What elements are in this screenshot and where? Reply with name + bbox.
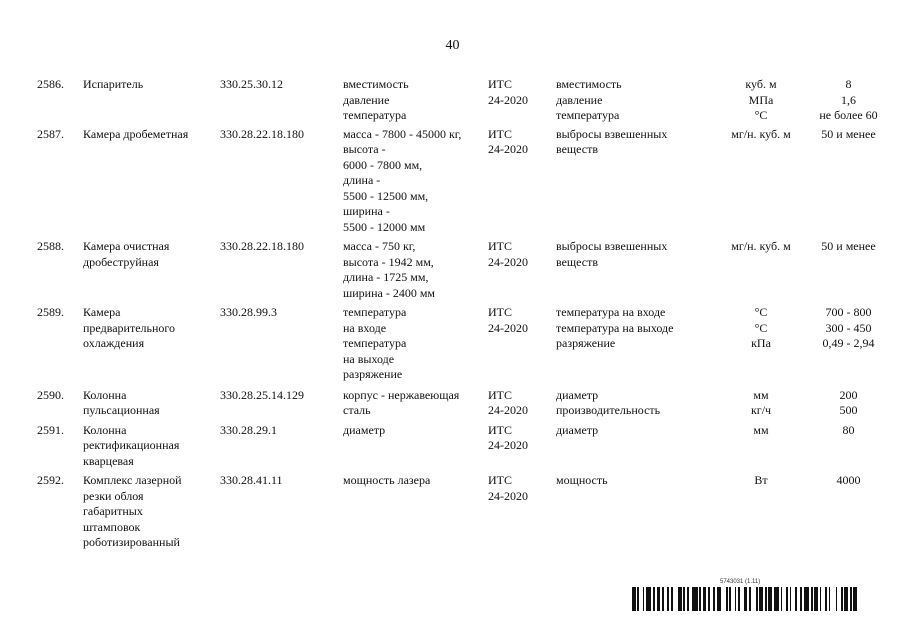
equipment-parameters-line: температура xyxy=(343,108,407,122)
equipment-name xyxy=(83,239,220,301)
equipment-name xyxy=(83,388,220,419)
indicator-units-line: мм xyxy=(753,387,769,402)
indicator-names-line: температура на входе xyxy=(556,305,666,319)
equipment-parameters-line: масса - 7800 - 45000 кг, xyxy=(343,126,462,141)
equipment-name-line: пульсационная xyxy=(83,403,160,417)
its-reference xyxy=(488,305,556,383)
indicator-values-line: 4000 xyxy=(836,473,861,487)
its-reference-line: ИТС xyxy=(488,239,512,253)
indicator-names-line: выбросы взвешенных xyxy=(556,126,668,141)
equipment-parameters-line: длина - xyxy=(343,173,381,187)
indicator-units-line: кПа xyxy=(751,336,771,350)
equipment-name-line: Камера xyxy=(83,305,121,319)
equipment-name-line: роботизированный xyxy=(83,535,180,549)
indicator-names-line: мощность xyxy=(556,473,608,487)
indicator-values xyxy=(811,77,886,124)
equipment-name xyxy=(83,305,220,383)
indicator-units xyxy=(711,305,811,383)
indicator-names-line: веществ xyxy=(556,254,599,269)
equipment-parameters-line: диаметр xyxy=(343,422,386,437)
indicator-names-line: разряжение xyxy=(556,336,616,350)
equipment-parameters-line: 6000 - 7800 мм, xyxy=(343,157,423,172)
equipment-parameters-line: 5500 - 12000 мм xyxy=(343,219,426,234)
equipment-parameters-line: корпус - нержавеющая xyxy=(343,387,460,402)
indicator-units-line: мм xyxy=(753,422,769,437)
equipment-table xyxy=(0,77,905,551)
equipment-parameters-line: мощность лазера xyxy=(343,473,431,487)
indicator-values-line: 500 xyxy=(839,403,858,417)
equipment-name-line: Комплекс лазерной xyxy=(83,473,182,487)
equipment-name-line: Колонна xyxy=(83,422,127,437)
indicator-values-line: 80 xyxy=(842,422,855,437)
indicator-values-line: 700 - 800 xyxy=(825,305,872,319)
indicator-names-line: вместимость xyxy=(556,77,622,91)
equipment-name-line: штамповок xyxy=(83,519,141,534)
equipment-parameters-line: сталь xyxy=(343,403,371,417)
indicator-values xyxy=(811,305,886,383)
row-number: 2589. xyxy=(37,305,64,319)
indicator-names xyxy=(556,305,711,383)
document-code: 5743031 (1.11) xyxy=(720,579,761,585)
equipment-code: 330.28.25.14.129 xyxy=(220,387,304,402)
its-reference xyxy=(488,473,556,551)
its-reference xyxy=(488,239,556,301)
table-row xyxy=(0,388,905,419)
its-reference-line: 24-2020 xyxy=(488,403,528,417)
its-reference-line: 24-2020 xyxy=(488,488,528,503)
equipment-code: 330.28.22.18.180 xyxy=(220,126,304,141)
equipment-parameters xyxy=(343,127,488,236)
row-number: 2587. xyxy=(37,126,64,141)
indicator-values-line: не более 60 xyxy=(819,108,878,122)
equipment-parameters xyxy=(343,239,488,301)
indicator-units-line: мг/н. куб. м xyxy=(731,239,791,253)
indicator-names-line: температура на выходе xyxy=(556,320,674,335)
indicator-names xyxy=(556,239,711,301)
equipment-code: 330.28.22.18.180 xyxy=(220,239,304,253)
indicator-names xyxy=(556,388,711,419)
its-reference-line: 24-2020 xyxy=(488,92,528,107)
equipment-parameters-line: масса - 750 кг, xyxy=(343,239,416,253)
indicator-values-line: 50 и менее xyxy=(821,239,876,253)
equipment-code: 330.28.99.3 xyxy=(220,305,277,319)
table-row xyxy=(0,239,905,301)
equipment-parameters-line: давление xyxy=(343,92,390,107)
its-reference-line: 24-2020 xyxy=(488,254,528,269)
equipment-name-line: дробеструйная xyxy=(83,254,159,269)
indicator-units-line: куб. м xyxy=(745,77,777,91)
equipment-parameters-line: на выходе xyxy=(343,351,395,366)
indicator-values xyxy=(811,473,886,551)
indicator-values xyxy=(811,239,886,301)
table-row xyxy=(0,473,905,551)
row-number: 2591. xyxy=(37,422,64,437)
indicator-units-line: °С xyxy=(754,305,768,319)
equipment-parameters xyxy=(343,423,488,470)
indicator-values xyxy=(811,388,886,419)
equipment-name-line: Камера очистная xyxy=(83,239,170,253)
indicator-names-line: температура xyxy=(556,108,620,122)
equipment-parameters-line: высота - 1942 мм, xyxy=(343,254,434,269)
equipment-name xyxy=(83,473,220,551)
indicator-values xyxy=(811,423,886,470)
equipment-code: 330.25.30.12 xyxy=(220,77,283,91)
its-reference-line: ИТС xyxy=(488,305,512,319)
equipment-name-line: габаритных xyxy=(83,504,143,518)
indicator-values-line: 200 xyxy=(839,387,858,402)
indicator-names-line: диаметр xyxy=(556,422,599,437)
indicator-units xyxy=(711,239,811,301)
indicator-units xyxy=(711,127,811,236)
table-row xyxy=(0,305,905,383)
indicator-names xyxy=(556,473,711,551)
indicator-units xyxy=(711,388,811,419)
indicator-names-line: давление xyxy=(556,92,603,107)
its-reference-line: ИТС xyxy=(488,77,512,91)
equipment-parameters-line: ширина - 2400 мм xyxy=(343,285,436,300)
indicator-names xyxy=(556,77,711,124)
its-reference xyxy=(488,388,556,419)
equipment-parameters-line: температура xyxy=(343,305,407,319)
equipment-name-line: Колонна xyxy=(83,387,127,402)
equipment-name-line: охлаждения xyxy=(83,336,145,350)
indicator-values-line: 300 - 450 xyxy=(825,320,872,335)
indicator-names-line: выбросы взвешенных xyxy=(556,239,668,253)
equipment-name xyxy=(83,423,220,470)
indicator-values-line: 8 xyxy=(845,77,852,91)
equipment-name-line: предварительного xyxy=(83,320,176,335)
its-reference-line: ИТС xyxy=(488,387,512,402)
its-reference xyxy=(488,127,556,236)
its-reference xyxy=(488,77,556,124)
indicator-names xyxy=(556,423,711,470)
indicator-units-line: кг/ч xyxy=(750,403,772,417)
equipment-name xyxy=(83,77,220,124)
indicator-values-line: 1,6 xyxy=(841,92,856,107)
row-number: 2592. xyxy=(37,473,64,487)
equipment-name-line: резки облоя xyxy=(83,488,144,503)
equipment-parameters xyxy=(343,473,488,551)
its-reference-line: 24-2020 xyxy=(488,320,528,335)
equipment-name-line: ректификационная xyxy=(83,438,180,452)
equipment-parameters xyxy=(343,305,488,383)
equipment-name-line: Испаритель xyxy=(83,77,144,91)
table-row xyxy=(0,77,905,124)
barcode xyxy=(632,587,860,611)
row-number: 2590. xyxy=(37,387,64,402)
equipment-parameters xyxy=(343,77,488,124)
equipment-parameters-line: температура xyxy=(343,336,407,350)
indicator-values-line: 0,49 - 2,94 xyxy=(822,336,875,350)
row-number: 2588. xyxy=(37,239,64,253)
indicator-units-line: °С xyxy=(754,108,768,122)
table-row xyxy=(0,423,905,470)
its-reference xyxy=(488,423,556,470)
equipment-parameters xyxy=(343,388,488,419)
indicator-units-line: Вт xyxy=(754,473,768,487)
indicator-values-line: 50 и менее xyxy=(821,126,876,141)
equipment-parameters-line: 5500 - 12500 мм, xyxy=(343,188,429,203)
equipment-name-line: Камера дробеметная xyxy=(83,126,189,141)
row-number: 2586. xyxy=(37,77,64,91)
indicator-units xyxy=(711,77,811,124)
its-reference-line: ИТС xyxy=(488,473,512,487)
equipment-name xyxy=(83,127,220,236)
equipment-parameters-line: длина - 1725 мм, xyxy=(343,270,429,284)
indicator-values xyxy=(811,127,886,236)
equipment-parameters-line: разряжение xyxy=(343,367,403,381)
indicator-units-line: мг/н. куб. м xyxy=(731,126,791,141)
indicator-units-line: °С xyxy=(754,320,768,335)
page-number: 40 xyxy=(445,38,460,53)
table-row xyxy=(0,127,905,236)
equipment-code: 330.28.29.1 xyxy=(220,422,277,437)
equipment-parameters-line: высота - xyxy=(343,142,386,156)
equipment-code: 330.28.41.11 xyxy=(220,473,283,487)
indicator-names xyxy=(556,127,711,236)
its-reference-line: 24-2020 xyxy=(488,142,528,156)
equipment-parameters-line: вместимость xyxy=(343,77,409,91)
indicator-names-line: производительность xyxy=(556,403,661,417)
indicator-units xyxy=(711,423,811,470)
equipment-parameters-line: на входе xyxy=(343,320,387,335)
its-reference-line: ИТС xyxy=(488,422,512,437)
equipment-parameters-line: ширина - xyxy=(343,204,390,218)
indicator-units xyxy=(711,473,811,551)
its-reference-line: ИТС xyxy=(488,126,512,141)
equipment-name-line: кварцевая xyxy=(83,453,134,468)
its-reference-line: 24-2020 xyxy=(488,438,528,452)
indicator-names-line: диаметр xyxy=(556,387,599,402)
indicator-units-line: МПа xyxy=(748,92,774,107)
indicator-names-line: веществ xyxy=(556,142,599,156)
